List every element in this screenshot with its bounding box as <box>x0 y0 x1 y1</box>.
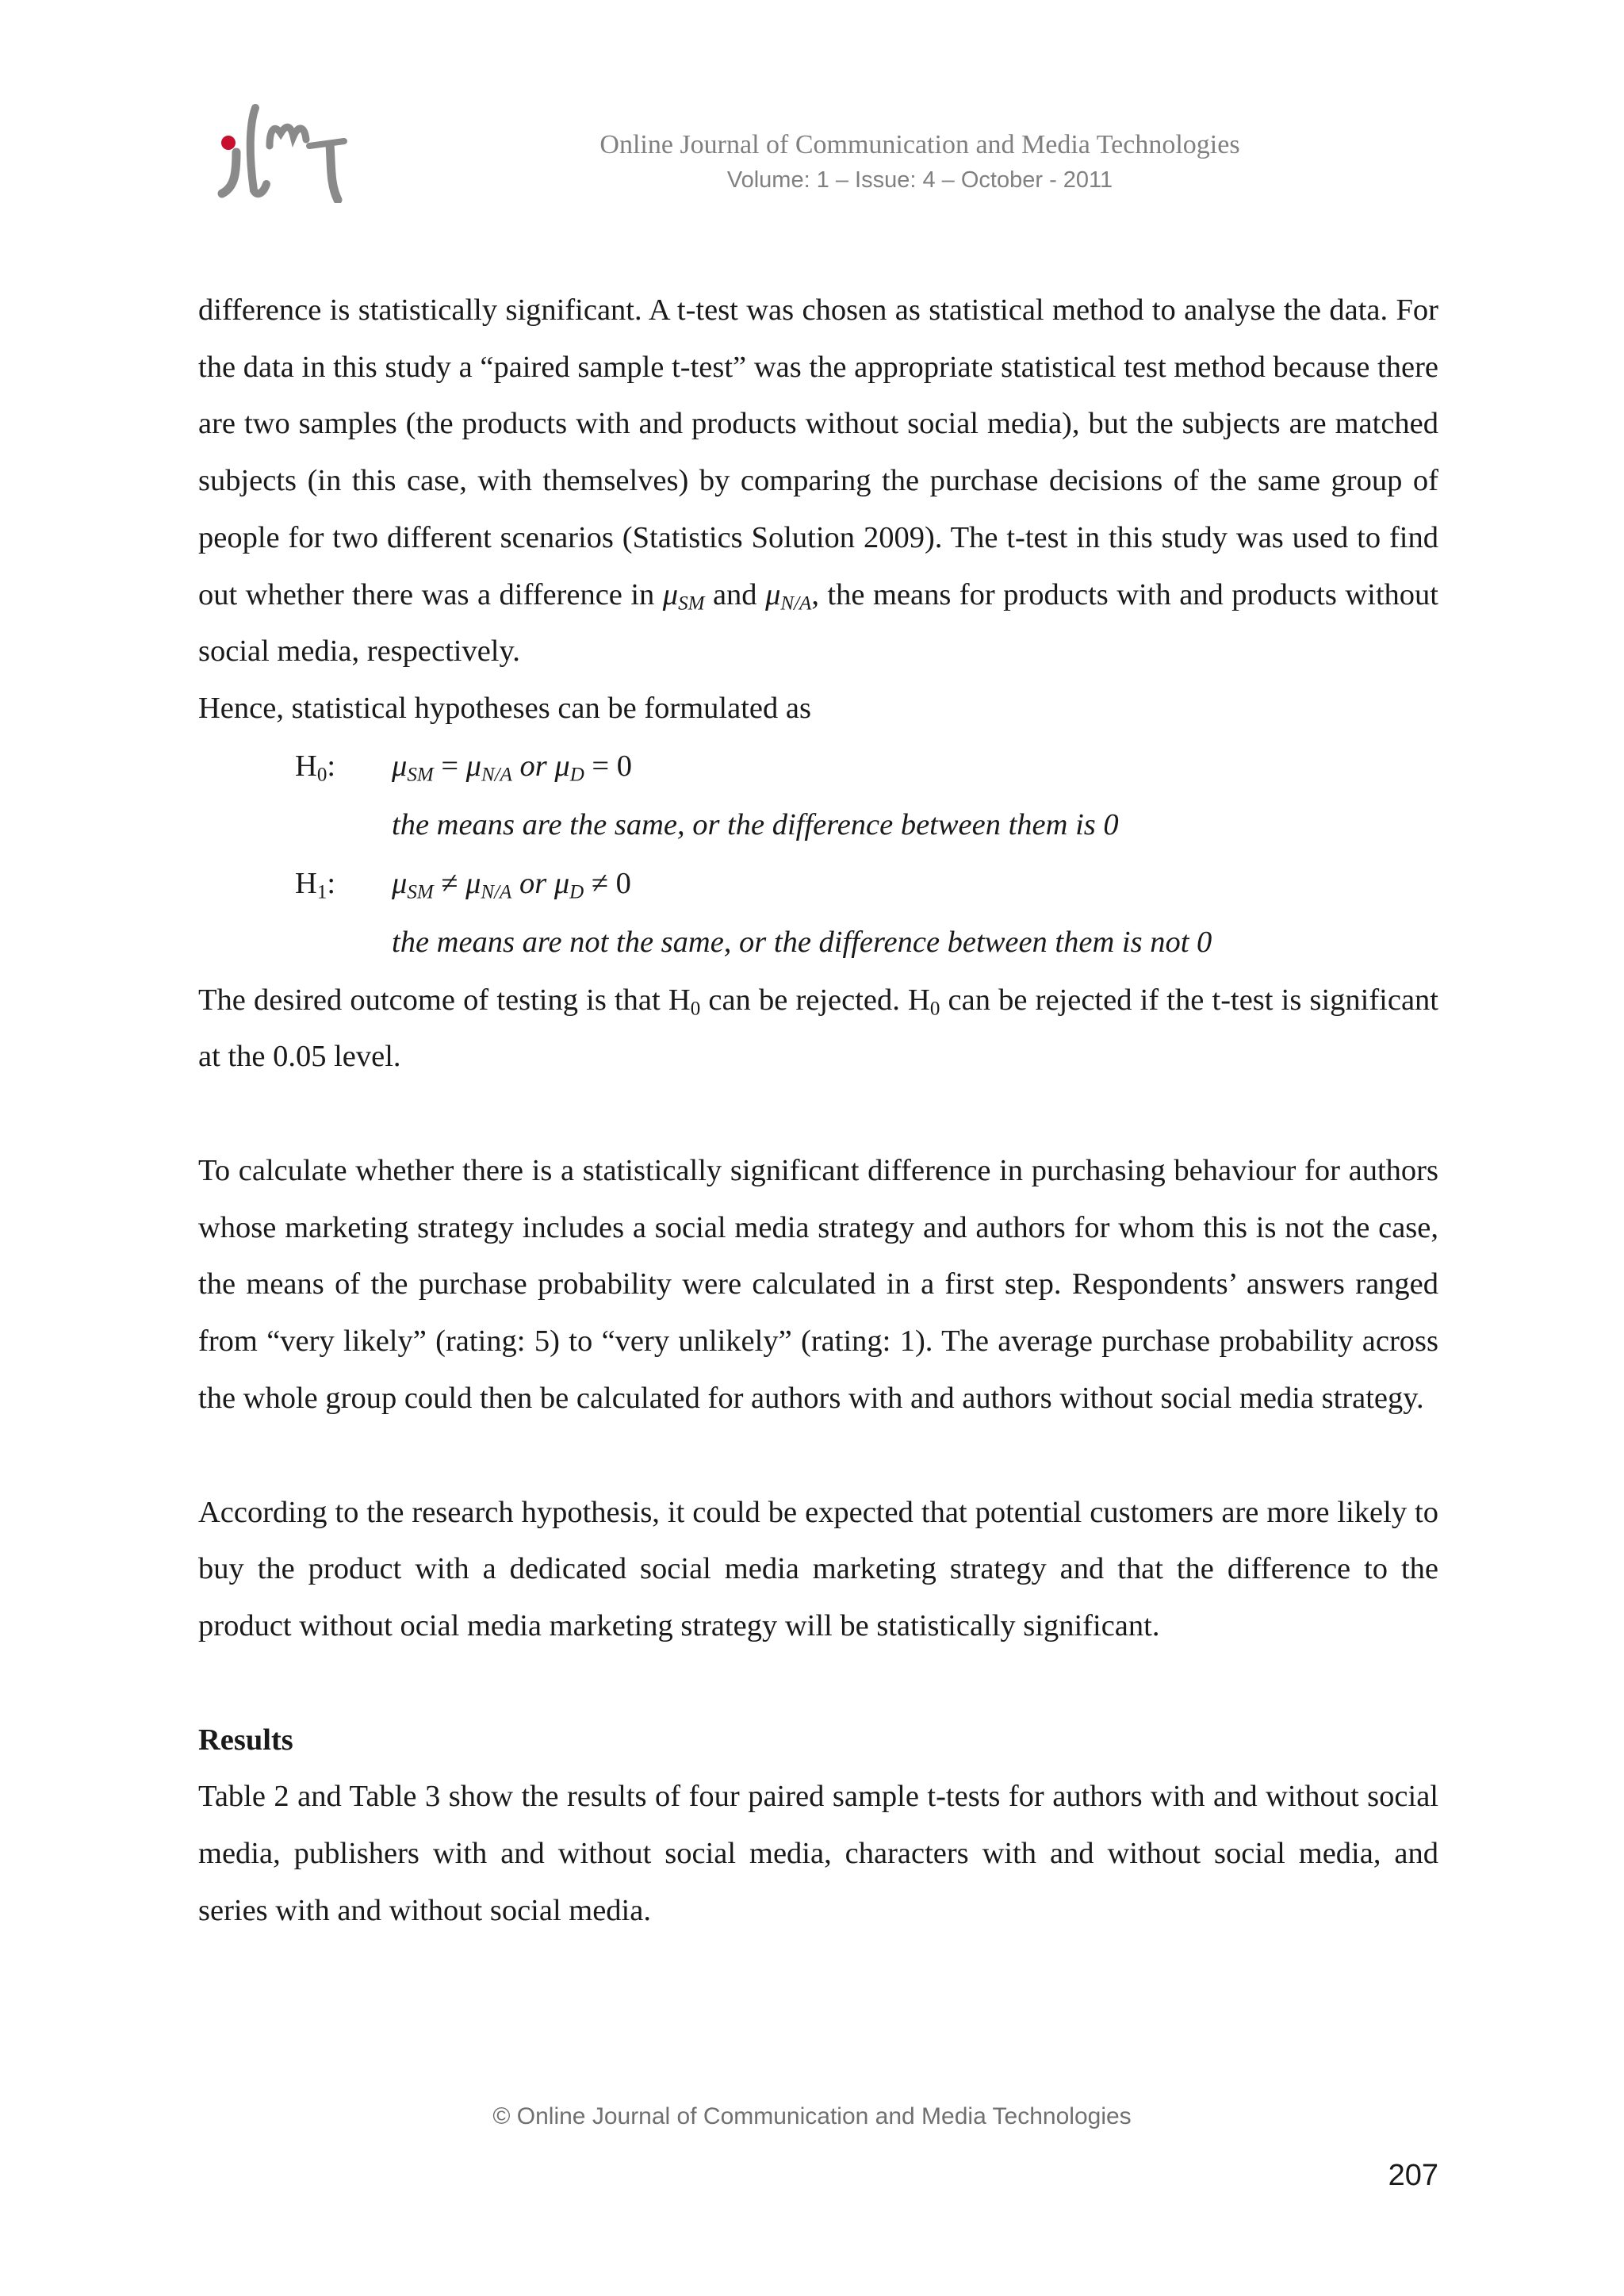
paragraph-ttest-method: difference is statistically significant. A t-test was chosen as statistical method to analyse the data. For the data in this study a “paired sample t-test” was the appropriate statistical test method because there are two samples (the products with and products without social media), but the subjects are matched subjects (in this case, with themselves) by comparing the purchase decisions of the same group of people for two different scenarios (Statistics Solution 2009). The t-test in this study was used to find out whether there was a difference in $\mu_{SM}$ and $\mu_{N/A}$, the means for products with and products without social media, respectively. <box>198 293 1438 669</box>
section-heading-results: Results <box>198 1723 293 1757</box>
hypothesis-h1-label: $H_1$: <box>295 866 336 903</box>
hypothesis-h0 <box>198 738 1438 795</box>
journal-logo <box>211 102 354 203</box>
hypothesis-h1-description: the means are not the same, or the difference between them is not 0 <box>392 925 1212 959</box>
hypothesis-h0-label: $H_0$: <box>295 749 336 785</box>
paragraph-research-hypothesis: According to the research hypothesis, it could be expected that potential customers are more likely to buy the product with a dedicated social media marketing strategy and that the difference to the product without ocial media marketing strategy will be statistically significant. <box>198 1495 1438 1642</box>
page-number: 207 <box>1388 2159 1438 2192</box>
article-body <box>198 282 1438 1939</box>
hypothesis-h1-formula: $\mu_{SM} \ne \mu_{N/A}$ or $\mu_D \ne 0$ <box>392 866 631 903</box>
copyright-footer: © Online Journal of Communication and Media Technologies <box>492 2103 1132 2129</box>
paragraph-results-intro: Table 2 and Table 3 show the results of four paired sample t-tests for authors with and without social media, publishers with and without social media, characters with and without social media, and series with and without social media. <box>198 1780 1438 1927</box>
volume-issue-line: Volume: 1 – Issue: 4 – October - 2011 <box>726 167 1113 193</box>
paragraph-calculation-method: To calculate whether there is a statistically significant difference in purchasing behaviour for authors whose marketing strategy includes a social media strategy and authors for whom this is not the case, the means of the purchase probability were calculated in a first step. Respondents’ answers ranged from “very likely” (rating: 5) to “very unlikely” (rating: 1). The average purchase probability across the whole group could then be calculated for authors with and authors without social media strategy. <box>198 1154 1438 1415</box>
hypothesis-h1 <box>198 855 1438 913</box>
paragraph-hypotheses-intro: Hence, statistical hypotheses can be formulated as <box>198 691 811 725</box>
paragraph-desired-outcome: The desired outcome of testing is that $H_0$ can be rejected. $H_0$ can be rejected if the t-test is significant at the 0.05 level. <box>198 983 1439 1074</box>
hypothesis-h0-formula: $\mu_{SM} = \mu_{N/A}$ or $\mu_D = 0$ <box>392 749 633 785</box>
hypothesis-h0-description: the means are the same, or the difference between them is 0 <box>392 807 1119 841</box>
running-header <box>444 127 1396 197</box>
journal-title: Online Journal of Communication and Media Technologies <box>599 130 1240 159</box>
